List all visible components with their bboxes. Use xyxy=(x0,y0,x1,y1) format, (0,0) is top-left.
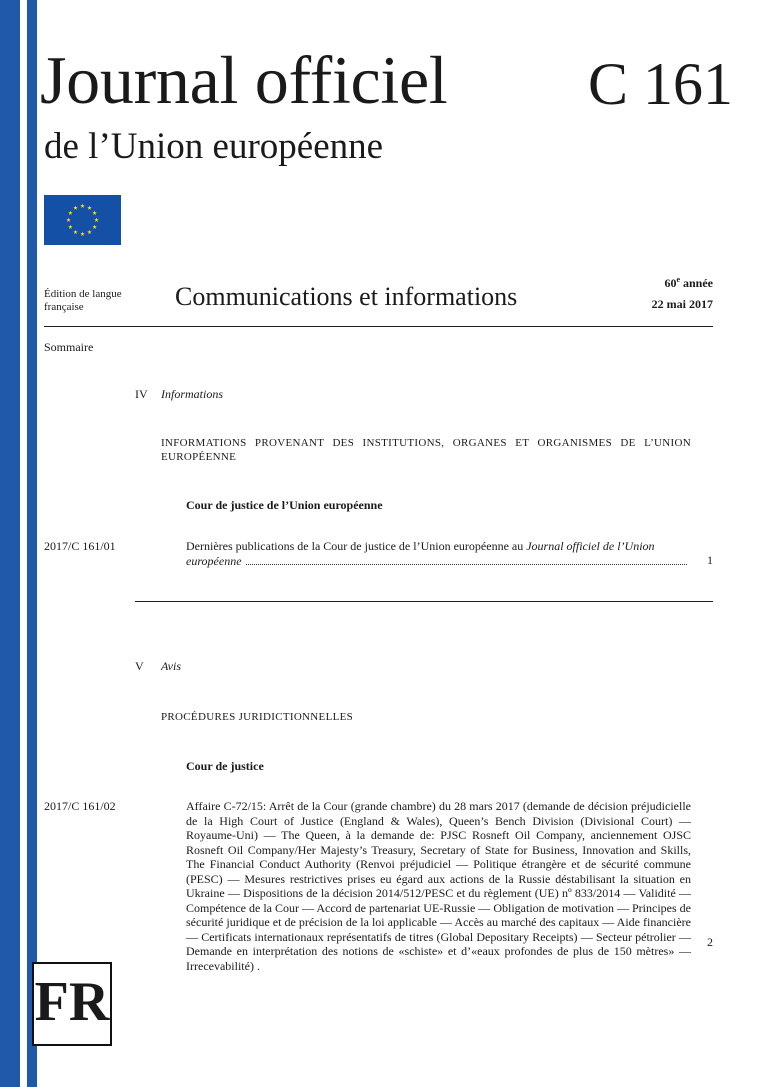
flag-star xyxy=(68,211,72,215)
entry-text-italic: Journal officiel de l’Union xyxy=(526,539,655,553)
header-divider xyxy=(44,326,713,327)
flag-star xyxy=(80,204,84,208)
language-badge xyxy=(32,962,112,1046)
flag-star xyxy=(92,211,96,215)
entry-reference: 2017/C 161/01 xyxy=(44,539,116,553)
entry-reference: 2017/C 161/02 xyxy=(44,799,116,813)
journal-title: Journal officiel xyxy=(40,42,448,118)
year-label xyxy=(630,275,713,291)
issue-number: C 161 xyxy=(588,51,734,117)
dot-leader xyxy=(246,564,687,565)
section-title: Avis xyxy=(161,659,181,673)
flag-star xyxy=(80,232,84,236)
summary-label: Sommaire xyxy=(44,340,94,354)
court-heading: Cour de justice de l’Union européenne xyxy=(186,498,383,512)
entry-text: Affaire C-72/15: Arrêt de la Cour (grande chambre) du 28 mars 2017 (demande de décision préjudicielle de la High Court of Justice (England & Wales), Queen’s Bench Division (Divisional Court) — Royaume-Uni) — The Queen, à la demande de: PJSC Rosneft Oil Company, anciennement OJSC Rosneft Oil Company/Her Majesty’s Treasury, Secretary of State for Business, Innovation and Skills, The Financial Conduct Authority (Renvoi préjudiciel — Politique étrangère et de sécurité commune (PESC) — Mesures restrictives prises eu égard aux actions de la Russie déstabilisant la situation en Ukraine — Dispositions de la décision 2014/512/PESC et du règlement (UE) nº 833/2014 — Validité — Compétence de la Cour — Accord de partenariat UE-Russie — Obligation de motivation — Principes de sécurité juridique et de précision de la loi applicable — Accès au marché des capitaux — Aide financière — Certificats internationaux représentatifs de titres (Global Depositary Receipts) — Secteur pétrolier — Demande en interprétation des notions de «schiste» et d’«eaux profondes de plus de 150 mètres» — Irrecevabilité) . xyxy=(186,799,691,973)
flag-star xyxy=(87,230,91,234)
page-number: 2 xyxy=(707,935,713,949)
flag-star xyxy=(73,206,77,210)
entry-text-start: Dernières publications de la Cour de justice de l’Union européenne au xyxy=(186,539,527,553)
flag-star xyxy=(66,218,70,222)
series-title: Communications et informations xyxy=(175,282,518,311)
section-subheading: INFORMATIONS PROVENANT DES INSTITUTIONS, ORGANES ET ORGANISMES DE L’UNION EUROPÉENNE xyxy=(161,437,691,463)
flag-star xyxy=(94,218,98,222)
flag-star xyxy=(92,225,96,229)
entry-leader-line xyxy=(186,554,691,569)
page-number: 1 xyxy=(707,553,713,567)
court-heading: Cour de justice xyxy=(186,759,264,773)
language-code: FR xyxy=(34,971,110,1033)
entry-text xyxy=(186,539,691,568)
section-divider xyxy=(135,601,713,602)
edition-label xyxy=(44,288,144,314)
section-subheading: PROCÉDURES JURIDICTIONNELLES xyxy=(161,711,354,723)
journal-subtitle: de l’Union européenne xyxy=(44,126,384,167)
left-blue-stripe xyxy=(27,0,37,1087)
flag-star xyxy=(87,206,91,210)
entry-text-italic-end: européenne xyxy=(186,553,242,568)
section-title: Informations xyxy=(161,387,224,401)
edition-text: Édition de langue française xyxy=(44,288,122,313)
section-number: V xyxy=(135,659,144,673)
section-number: IV xyxy=(135,387,148,401)
year-number: 60 xyxy=(664,276,677,290)
flag-star xyxy=(73,230,77,234)
left-blue-bar xyxy=(0,0,20,1087)
year-word: année xyxy=(680,276,713,290)
eu-flag-icon xyxy=(44,195,121,245)
issue-date: 22 mai 2017 xyxy=(651,297,713,311)
flag-star xyxy=(68,225,72,229)
year-superscript: e xyxy=(676,275,680,284)
